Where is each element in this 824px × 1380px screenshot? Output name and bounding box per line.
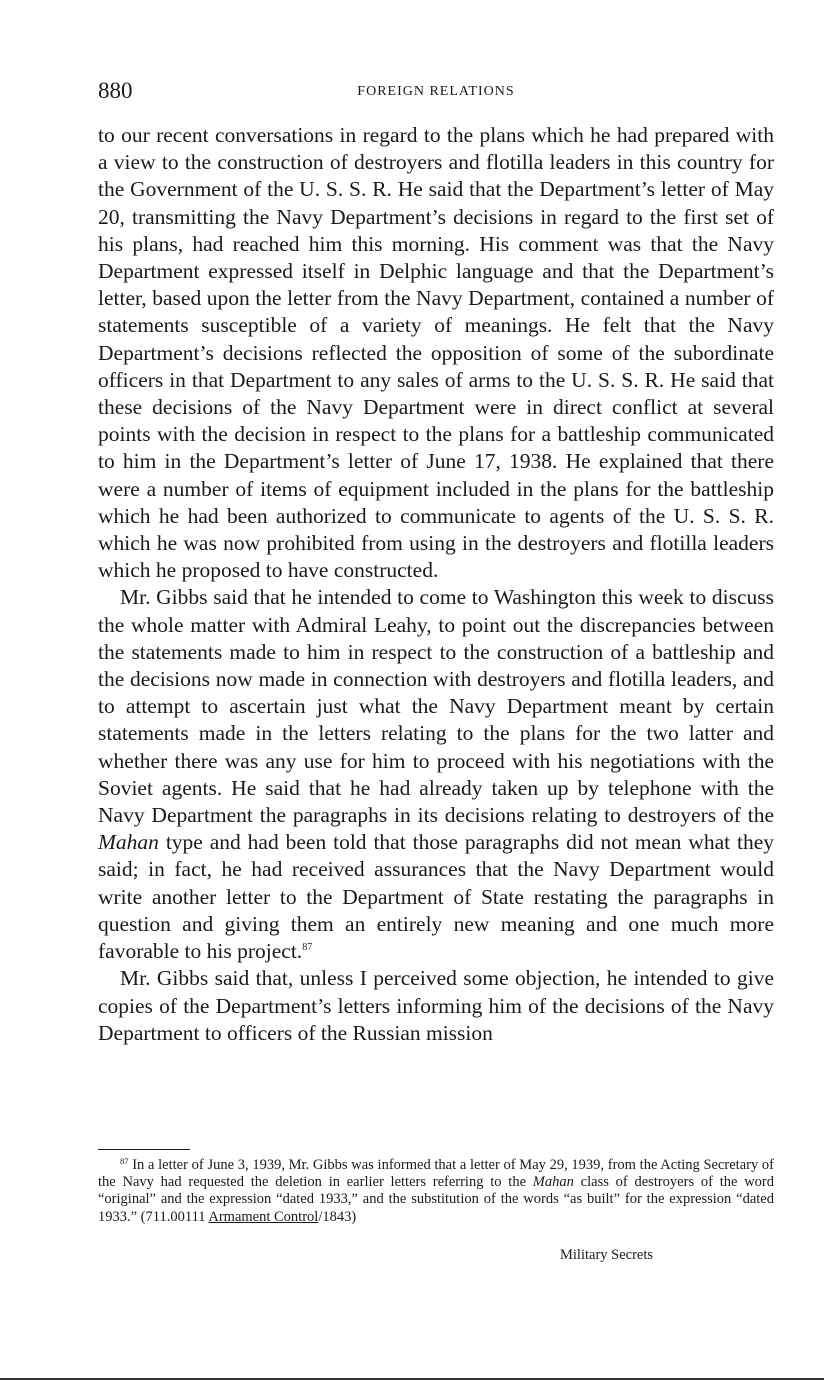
body-text <box>98 122 774 1047</box>
ship-class-name: Mahan <box>98 830 159 855</box>
paragraph-2-text-b: type and had been told that those paragraphs did not mean what they said; in fact, he had received assurances that the Navy Department would write another letter to the Department of State restating the paragraphs in question and giving them an entirely new meaning and one much more favorable to his project. <box>98 830 775 964</box>
footnote-file-subject: Armament Control <box>208 1208 319 1225</box>
footnote-ship-class: Mahan <box>532 1174 574 1191</box>
footnote-reference[interactable]: 87 <box>302 942 313 954</box>
footnote-text-a: In a letter of June 3, 1939, Mr. Gibbs was informed that a letter of May 29, 1939, from the Acting Secretary of the Navy had requested the deletion in earlier letters referring to the <box>98 1157 775 1191</box>
page-number: 880 <box>98 78 133 103</box>
footnote-file-line2: Military Secrets <box>560 1247 654 1263</box>
footnote-text-b: class of destroyers of the word “original” and the expression “dated 1933,” and the substitution of the words “as built” for the expression “dated 1933.” (711.00111 <box>98 1174 775 1225</box>
footnote <box>98 1157 774 1226</box>
footnote-divider <box>98 1149 190 1150</box>
running-head: FOREIGN RELATIONS <box>357 84 515 99</box>
paragraph-3: Mr. Gibbs said that, unless I perceived some objection, he intended to give copies of the Department’s letters informing him of the decisions of the Navy Department to officers of the Russian mission <box>98 966 774 1045</box>
footnote-text <box>98 1157 774 1226</box>
footnote-marker: 87 <box>120 1156 129 1166</box>
paragraph-1: to our recent conversations in regard to the plans which he had prepared with a view to the construction of destroyers and flotilla leaders in this country for the Government of the U. S. S. R. He said that the Department’s letter of May 20, transmitting the Navy Department’s decisions in regard to the first set of his plans, had reached him this morning. His comment was that the Navy Department expressed itself in Delphic language and that the Department’s letter, based upon the letter from the Navy Department, contained a number of statements susceptible of a variety of meanings. He felt that the Navy Department’s decisions reflected the opposition of some of the subordinate officers in that Department to any sales of arms to the U. S. S. R. He said that these decisions of the Navy Department were in direct conflict at several points with the decision in respect to the plans for a battleship communicated to him in the Department’s letter of June 17, 1938. He explained that there were a number of items of equipment included in the plans for the battleship which he had been authorized to communicate to agents of the U. S. S. R. which he was now prohibited from using in the destroyers and flotilla leaders which he proposed to have constructed. <box>98 123 774 583</box>
footnote-file-tail: /1843) <box>318 1208 357 1225</box>
paragraph-2-text-a: Mr. Gibbs said that he intended to come to Washington this week to discuss the whole matter with Admiral Leahy, to point out the discrepancies between the statements made to him in respect to the construction of a battleship and the decisions now made in connection with destroyers and flotilla leaders, and to attempt to ascertain just what the Navy Department meant by certain statements made in the letters relating to the plans for the two latter and whether there was any use for him to proceed with his negotiations with the Soviet agents. He said that he had already taken up by telephone with the Navy Department the paragraphs in its decisions relating to destroyers of the <box>98 585 774 828</box>
page-header <box>98 78 774 108</box>
paragraph-2 <box>98 584 774 965</box>
